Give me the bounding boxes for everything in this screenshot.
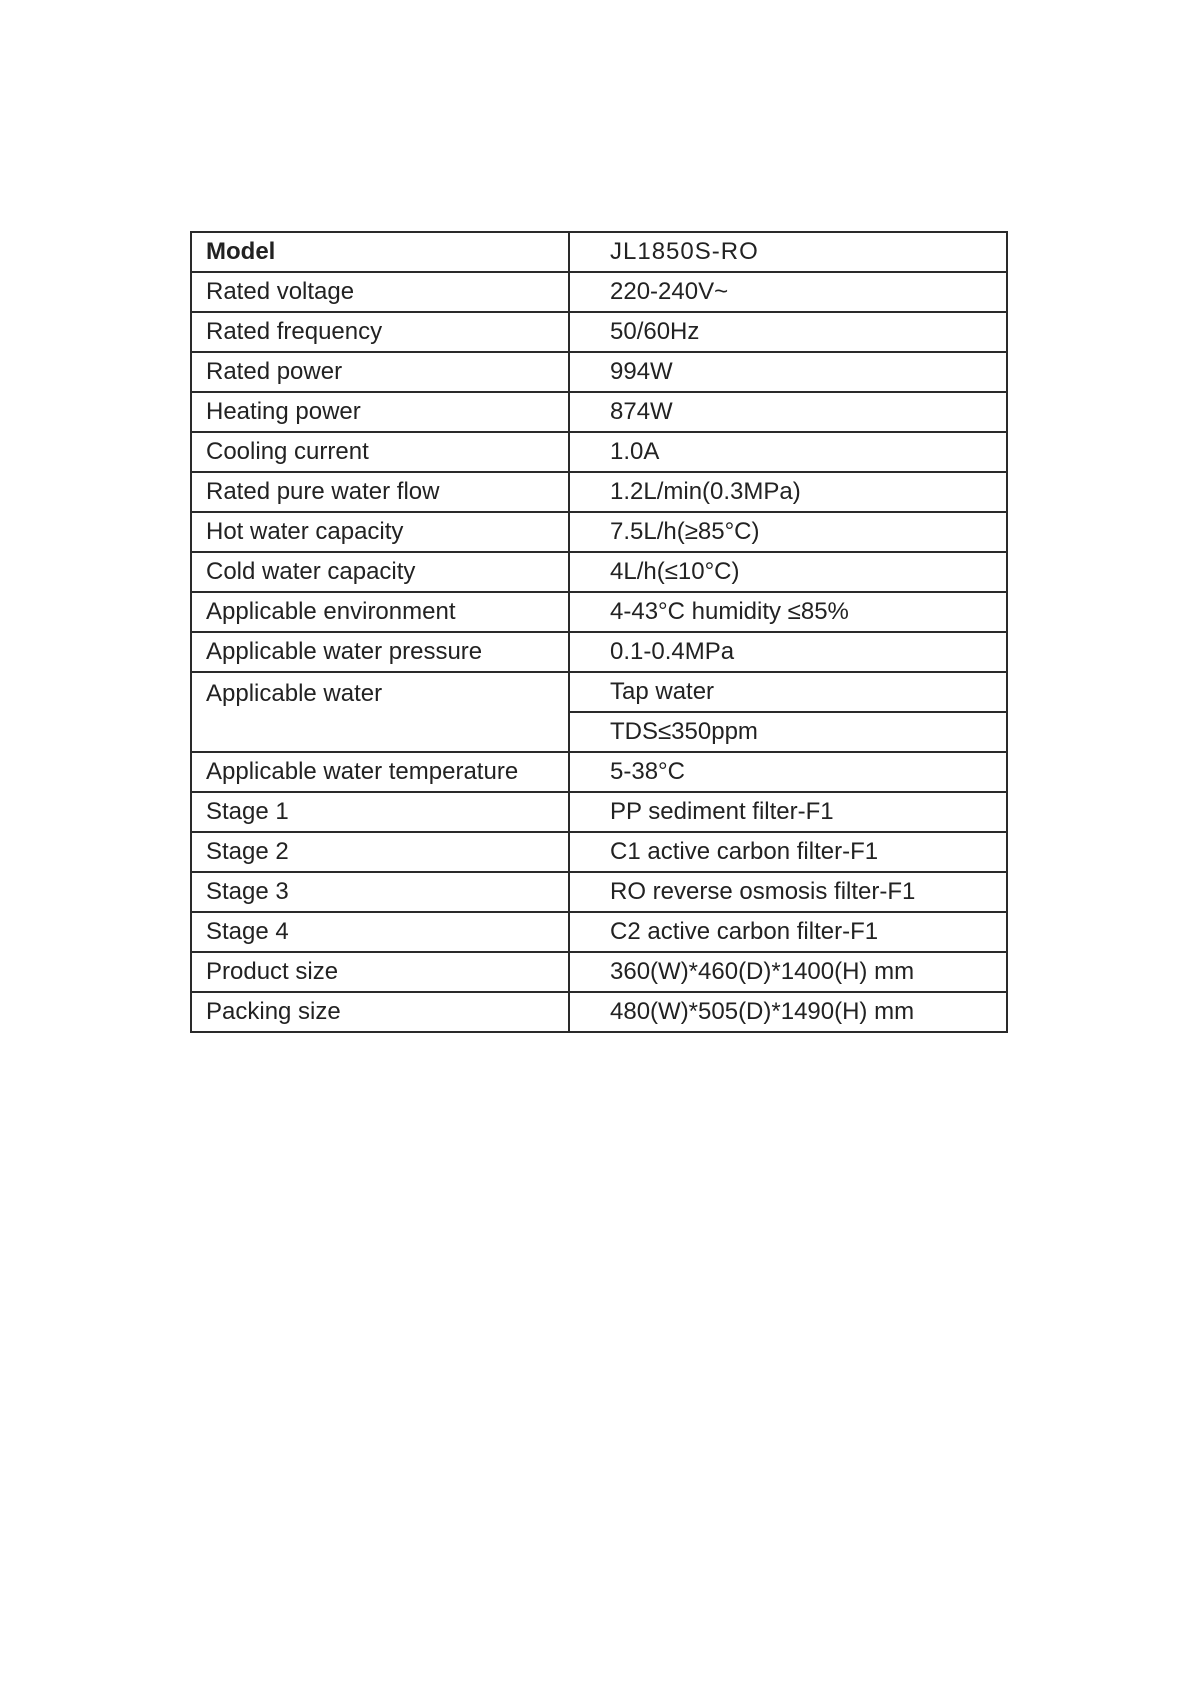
table-row	[191, 472, 1007, 512]
spec-label: Hot water capacity	[191, 512, 569, 552]
spec-value: 50/60Hz	[569, 312, 1007, 352]
spec-value: Tap water	[569, 672, 1007, 712]
table-row	[191, 552, 1007, 592]
spec-label: Heating power	[191, 392, 569, 432]
spec-label: Packing size	[191, 992, 569, 1032]
spec-value: C1 active carbon filter-F1	[569, 832, 1007, 872]
spec-value: 7.5L/h(≥85°C)	[569, 512, 1007, 552]
table-row	[191, 952, 1007, 992]
spec-value: JL1850S-RO	[569, 232, 1007, 272]
spec-value: 360(W)*460(D)*1400(H) mm	[569, 952, 1007, 992]
spec-value: PP sediment filter-F1	[569, 792, 1007, 832]
table-row	[191, 792, 1007, 832]
spec-label: Stage 2	[191, 832, 569, 872]
spec-label: Applicable environment	[191, 592, 569, 632]
spec-value: 0.1-0.4MPa	[569, 632, 1007, 672]
table-row	[191, 272, 1007, 312]
spec-label: Product size	[191, 952, 569, 992]
spec-label: Rated pure water flow	[191, 472, 569, 512]
spec-label: Model	[191, 232, 569, 272]
table-row	[191, 312, 1007, 352]
spec-label: Rated power	[191, 352, 569, 392]
table-row	[191, 872, 1007, 912]
spec-label: Stage 4	[191, 912, 569, 952]
spec-value: 4L/h(≤10°C)	[569, 552, 1007, 592]
table-row	[191, 432, 1007, 472]
spec-label: Applicable water pressure	[191, 632, 569, 672]
spec-label: Rated voltage	[191, 272, 569, 312]
table-row	[191, 672, 1007, 712]
table-row	[191, 352, 1007, 392]
table-row	[191, 752, 1007, 792]
spec-value: 220-240V~	[569, 272, 1007, 312]
table-row	[191, 512, 1007, 552]
spec-value: TDS≤350ppm	[569, 712, 1007, 752]
spec-value: 874W	[569, 392, 1007, 432]
spec-value: 994W	[569, 352, 1007, 392]
spec-label: Applicable water	[191, 672, 569, 752]
table-row	[191, 992, 1007, 1032]
table-row	[191, 392, 1007, 432]
spec-value: 5-38°C	[569, 752, 1007, 792]
table-row-model	[191, 232, 1007, 272]
spec-value: RO reverse osmosis filter-F1	[569, 872, 1007, 912]
spec-label: Cooling current	[191, 432, 569, 472]
table-row	[191, 832, 1007, 872]
table-row	[191, 912, 1007, 952]
spec-label: Applicable water temperature	[191, 752, 569, 792]
spec-label: Stage 1	[191, 792, 569, 832]
spec-label: Stage 3	[191, 872, 569, 912]
table-row	[191, 632, 1007, 672]
spec-value: 4-43°C humidity ≤85%	[569, 592, 1007, 632]
spec-value: 1.2L/min(0.3MPa)	[569, 472, 1007, 512]
spec-value: 480(W)*505(D)*1490(H) mm	[569, 992, 1007, 1032]
table-row	[191, 592, 1007, 632]
spec-value: C2 active carbon filter-F1	[569, 912, 1007, 952]
spec-value: 1.0A	[569, 432, 1007, 472]
spec-label: Rated frequency	[191, 312, 569, 352]
specification-table	[190, 231, 1008, 1033]
spec-label: Cold water capacity	[191, 552, 569, 592]
